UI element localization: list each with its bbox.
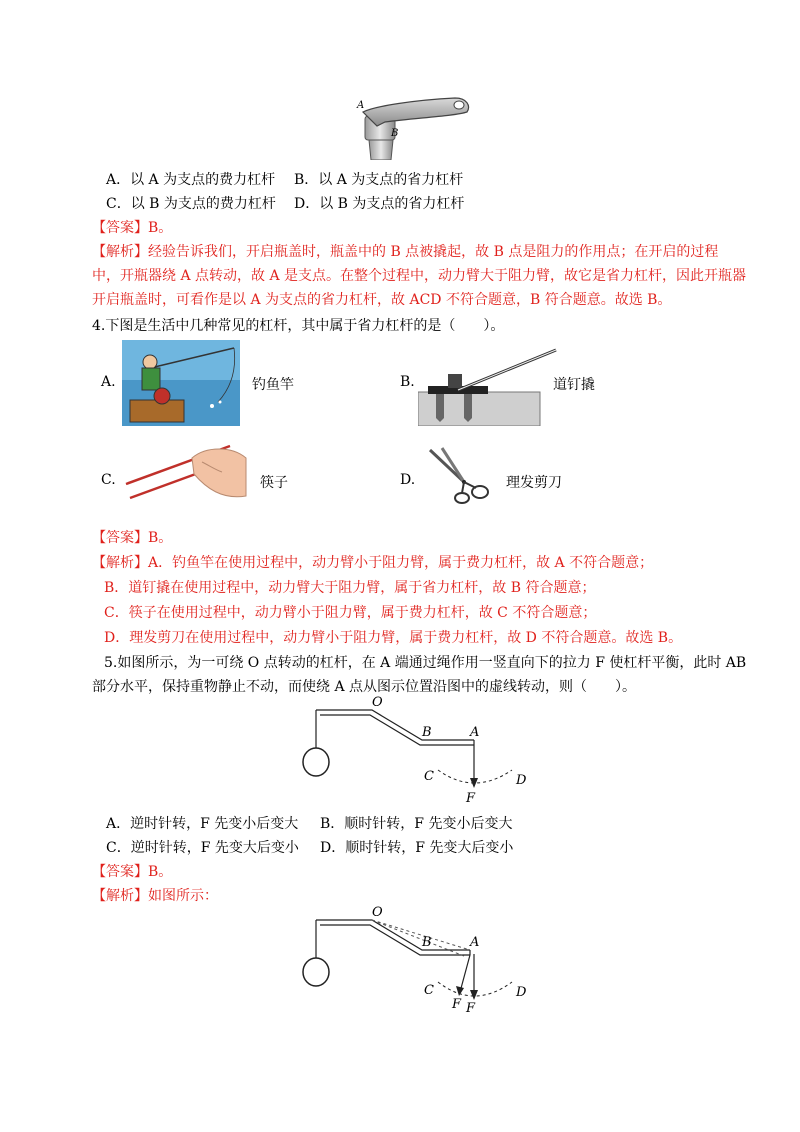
q4-name-c: 筷子 [260,475,288,491]
q3-analysis-line1: 【解析】经验告诉我们，开启瓶盖时，瓶盖中的 B 点被撬起，故 B 点是阻力的作用点；在开启的过程 [92,244,719,260]
label-b: B [422,725,432,740]
label-f2: F [466,1001,476,1016]
q4-analysis-line3: C．筷子在使用过程中，动力臂小于阻力臂，属于费力杠杆，故 C 不符合题意； [104,605,597,621]
q3-analysis-line3: 开启瓶盖时，可看作是以 A 为支点的省力杠杆，故 ACD 不符合题意，B 符合题意。故选 B。 [92,292,672,308]
q3-option-b: B．以 A 为支点的省力杠杆 [294,172,464,188]
q5-stem-line2: 部分水平，保持重物静止不动，而使绕 A 点从图示位置沿图中的虚线转动，则（ ）。 [92,679,637,695]
q4-letter-a: A. [101,374,116,390]
fishing-rod-image [122,340,240,426]
q4-analysis-line4: D．理发剪刀在使用过程中，动力臂小于阻力臂，属于费力杠杆，故 D 不符合题意。故选 B。 [104,630,683,646]
q3-option-d: D．以 B 为支点的省力杠杆 [294,196,465,212]
lever-analysis-figure [298,904,538,1016]
q4-letter-c: C. [101,472,116,488]
label-a: A [357,100,365,111]
label-d: D [516,985,527,1000]
q3-option-a: A．以 A 为支点的费力杠杆 [106,172,276,188]
q4-letter-b: B. [400,374,415,390]
label-a: A [470,935,480,950]
q4-stem: 4.下图是生活中几种常见的杠杆，其中属于省力杠杆的是（ ）。 [92,318,505,334]
q4-name-d: 理发剪刀 [506,475,562,491]
chopsticks-image [122,440,248,504]
q4-analysis-line1: 【解析】A．钓鱼竿在使用过程中，动力臂小于阻力臂，属于费力杠杆，故 A 不符合题意； [92,555,654,571]
q5-analysis: 【解析】如图所示： [92,888,218,904]
scissors-image [424,446,496,508]
label-c: C [424,769,434,784]
label-b: B [391,128,399,139]
q5-option-c: C．逆时针转，F 先变大后变小 [106,840,299,856]
label-b: B [422,935,432,950]
label-o: O [372,696,383,710]
nail-puller-image [418,346,560,426]
q3-answer: 【答案】B。 [92,220,173,236]
q5-option-b: B．顺时针转，F 先变小后变大 [320,816,513,832]
q4-name-a: 钓鱼竿 [252,377,294,393]
label-f1: F [452,997,462,1012]
q4-answer: 【答案】B。 [92,530,173,546]
q4-analysis-line2: B．道钉撬在使用过程中，动力臂大于阻力臂，属于省力杠杆，故 B 符合题意； [104,580,596,596]
label-c: C [424,983,434,998]
lever-figure [298,696,538,806]
q5-option-d: D．顺时针转，F 先变大后变小 [320,840,514,856]
bottle-opener-figure [355,92,475,160]
q4-name-b: 道钉撬 [553,377,595,393]
label-o: O [372,905,383,920]
label-f: F [466,791,476,806]
q5-answer: 【答案】B。 [92,864,173,880]
q5-option-a: A．逆时针转，F 先变小后变大 [106,816,299,832]
label-d: D [516,773,527,788]
q4-letter-d: D. [400,472,416,488]
q5-stem-line1: 5.如图所示，为一可绕 O 点转动的杠杆，在 A 端通过绳作用一竖直向下的拉力 F 使杠杆平衡，此时 AB [104,655,747,671]
q3-option-c: C．以 B 为支点的费力杠杆 [106,196,276,212]
label-a: A [470,725,480,740]
q3-analysis-line2: 中，开瓶器绕 A 点转动，故 A 是支点。在整个过程中，动力臂大于阻力臂，故它是省力杠杆，因此开瓶器 [92,268,747,284]
